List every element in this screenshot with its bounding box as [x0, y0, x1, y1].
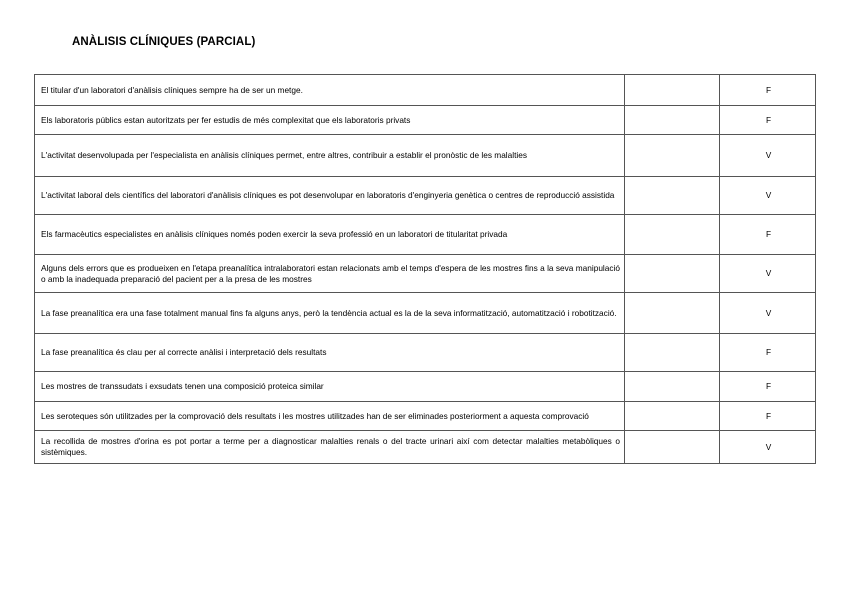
answer-cell: V: [720, 135, 816, 177]
question-text: Les seroteques són utilitzades per la comprovació dels resultats i les mostres utilitzades han de ser eliminades posteriorment a aquesta comprovació: [35, 402, 625, 431]
table-row: [35, 431, 816, 464]
question-text: La recollida de mostres d'orina es pot portar a terme per a diagnosticar malalties renals o del tracte urinari així com detectar malalties metabòliques o sistèmiques.: [35, 431, 625, 464]
question-text: El titular d'un laboratori d'anàlisis clíniques sempre ha de ser un metge.: [35, 75, 625, 106]
blank-cell: [625, 334, 720, 372]
blank-cell: [625, 215, 720, 255]
question-text: Les mostres de transsudats i exsudats tenen una composició proteica similar: [35, 372, 625, 402]
answer-cell: V: [720, 255, 816, 293]
table-row: [35, 402, 816, 431]
answer-cell: F: [720, 334, 816, 372]
table-row: [35, 135, 816, 177]
blank-cell: [625, 255, 720, 293]
blank-cell: [625, 135, 720, 177]
blank-cell: [625, 75, 720, 106]
answer-cell: F: [720, 215, 816, 255]
answer-cell: V: [720, 431, 816, 464]
question-text: Els laboratoris públics estan autoritzats per fer estudis de més complexitat que els laboratoris privats: [35, 106, 625, 135]
question-text: L'activitat desenvolupada per l'especialista en anàlisis clíniques permet, entre altres, contribuir a establir el pronòstic de les malalties: [35, 135, 625, 177]
quiz-table: [34, 74, 816, 464]
answer-cell: F: [720, 402, 816, 431]
question-text: Alguns dels errors que es produeixen en l'etapa preanalítica intralaboratori estan relacionats amb el temps d'espera de les mostres fins a la seva manipulació o amb la inadequada preparació del pacient per a la presa de les mostres: [35, 255, 625, 293]
answer-cell: F: [720, 106, 816, 135]
answer-cell: F: [720, 372, 816, 402]
blank-cell: [625, 106, 720, 135]
table-row: [35, 215, 816, 255]
table-row: [35, 177, 816, 215]
blank-cell: [625, 293, 720, 334]
blank-cell: [625, 431, 720, 464]
table-row: [35, 334, 816, 372]
table-row: [35, 293, 816, 334]
blank-cell: [625, 372, 720, 402]
blank-cell: [625, 177, 720, 215]
blank-cell: [625, 402, 720, 431]
table-row: [35, 372, 816, 402]
question-text: L'activitat laboral dels científics del laboratori d'anàlisis clíniques es pot desenvolupar en laboratoris d'enginyeria genètica o centres de reproducció assistida: [35, 177, 625, 215]
table-row: [35, 75, 816, 106]
question-text: La fase preanalítica és clau per al correcte anàlisi i interpretació dels resultats: [35, 334, 625, 372]
table-row: [35, 106, 816, 135]
answer-cell: V: [720, 293, 816, 334]
question-text: Els farmacèutics especialistes en anàlisis clíniques només poden exercir la seva professió en un laboratori de titularitat privada: [35, 215, 625, 255]
answer-cell: F: [720, 75, 816, 106]
answer-cell: V: [720, 177, 816, 215]
page-title: ANÀLISIS CLÍNIQUES (PARCIAL): [72, 36, 256, 48]
table-row: [35, 255, 816, 293]
question-text: La fase preanalítica era una fase totalment manual fins fa alguns anys, però la tendència actual es la de la seva informatització, automatització i robotització.: [35, 293, 625, 334]
